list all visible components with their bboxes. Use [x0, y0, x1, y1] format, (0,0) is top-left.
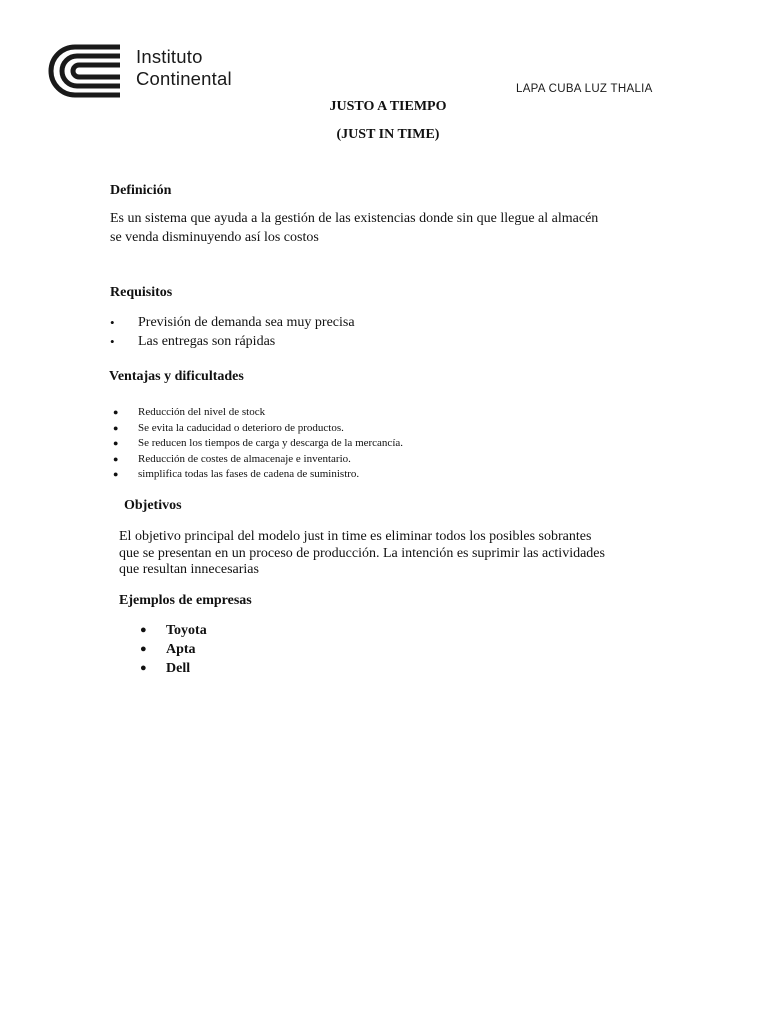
- ventajas-heading: Ventajas y dificultades: [109, 369, 244, 384]
- list-item: [113, 452, 403, 468]
- bullet-icon: ●: [140, 643, 147, 655]
- definicion-heading: Definición: [110, 183, 172, 198]
- bullet-icon: ●: [113, 407, 119, 417]
- list-item: [140, 659, 207, 678]
- logo-line-2: Continental: [136, 68, 232, 89]
- list-item-text: Se reducen los tiempos de carga y descarga de la mercancía.: [138, 437, 404, 449]
- list-item-text: Reducción del nivel de stock: [138, 406, 266, 418]
- bullet-icon: •: [110, 334, 115, 349]
- ejemplos-list: [140, 621, 207, 678]
- list-item-text: Toyota: [166, 623, 207, 638]
- list-item-text: Las entregas son rápidas: [138, 334, 276, 349]
- ventajas-list: [113, 405, 403, 483]
- bullet-icon: ●: [113, 453, 119, 464]
- list-item: [113, 467, 403, 483]
- list-item: [113, 421, 403, 437]
- bullet-icon: ●: [113, 469, 119, 479]
- requisitos-heading: Requisitos: [110, 285, 173, 300]
- objetivos-line-2: que se presentan en un proceso de producción. La intención es suprimir las actividades: [119, 545, 605, 561]
- list-item: [113, 436, 403, 452]
- list-item: [110, 332, 355, 351]
- objetivos-line-3: que resultan innecesarias: [119, 562, 259, 577]
- list-item: [110, 313, 355, 332]
- bullet-icon: ●: [113, 438, 119, 448]
- list-item-text: simplifica todas las fases de cadena de suministro.: [138, 468, 360, 480]
- objetivos-heading: Objetivos: [124, 498, 182, 513]
- document-title: JUSTO A TIEMPO: [329, 99, 447, 114]
- logo-wordmark: [136, 46, 232, 90]
- definicion-text: [110, 210, 598, 247]
- definicion-line-2: se venda disminuyendo así los costos: [110, 229, 319, 245]
- bullet-icon: ●: [140, 624, 147, 636]
- objetivos-text: [119, 529, 605, 579]
- objetivos-line-1: El objetivo principal del modelo just in time es eliminar todos los posibles sobrantes: [119, 529, 592, 544]
- requisitos-list: [110, 313, 355, 351]
- list-item-text: Dell: [166, 661, 191, 676]
- list-item: [140, 640, 207, 659]
- list-item: [113, 405, 403, 421]
- list-item-text: Apta: [166, 642, 196, 657]
- institution-logo: [48, 44, 258, 98]
- author-name: LAPA CUBA LUZ THALIA: [516, 83, 653, 95]
- list-item: [140, 621, 207, 640]
- bullet-icon: ●: [113, 422, 119, 433]
- logo-line-1: Instituto: [136, 46, 203, 67]
- document-subtitle: (JUST IN TIME): [336, 127, 440, 142]
- ejemplos-heading: Ejemplos de empresas: [119, 593, 252, 608]
- definicion-line-1: Es un sistema que ayuda a la gestión de las existencias donde sin que llegue al almacén: [110, 211, 599, 226]
- bullet-icon: ●: [140, 662, 147, 674]
- bullet-icon: •: [110, 315, 115, 330]
- list-item-text: Reducción de costes de almacenaje e inventario.: [138, 452, 351, 465]
- list-item-text: Se evita la caducidad o deterioro de productos.: [138, 421, 344, 434]
- list-item-text: Previsión de demanda sea muy precisa: [138, 315, 355, 330]
- continental-logo-icon: [48, 44, 128, 98]
